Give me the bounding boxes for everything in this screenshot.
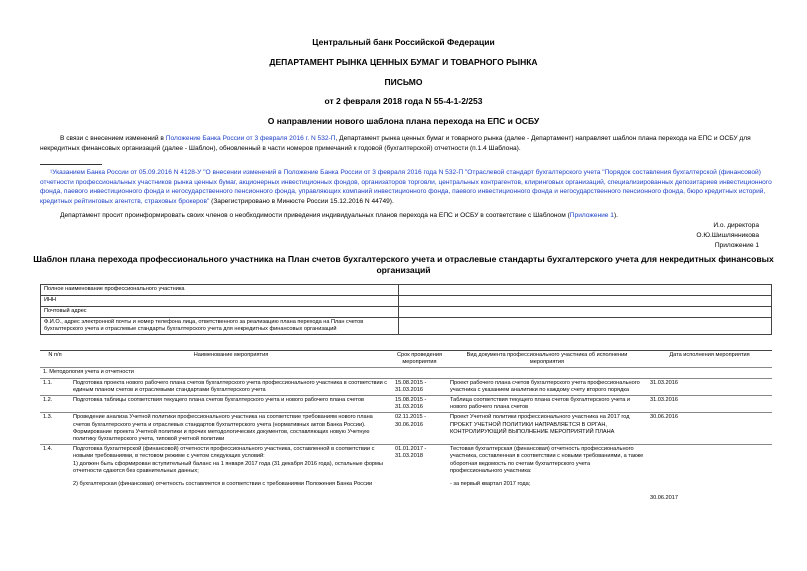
document-type: ПИСЬМО [384, 77, 423, 87]
request-text-pre: Департамент просит проинформировать своих членов о необходимости приведения индивидуальных планов перехода на ЕПС и ОСБУ в соответствие с Шаблоном ( [60, 212, 570, 219]
appendix-link[interactable]: Приложение 1 [569, 212, 614, 219]
info-label: Полное наименование профессионального участника [41, 285, 399, 296]
template-title: Шаблон плана перехода профессионального участника на План счетов бухгалтерского учета и отраслевые стандарты бухгалтерского учета для некредитных финансовых организаций [33, 254, 774, 275]
row-activity-text: Подготовка бухгалтерской (финансовой) отчетности профессионального участника, составленной в соответствии с новыми требованиями, в тестовом режиме с учетом следующих условий: [73, 446, 375, 460]
transition-plan-table [40, 350, 772, 503]
row-number: 1.4. [40, 445, 70, 504]
participant-info-table [40, 284, 772, 335]
info-row [41, 296, 772, 307]
document-subject: О направлении нового шаблона плана перехода на ЕПС и ОСБУ [267, 116, 540, 126]
row-date-text: 30.06.2017 [650, 495, 678, 502]
row-document-text: Проект Учетной политики профессионального участника на 2017 год [450, 414, 630, 421]
paragraph-request [40, 211, 772, 221]
row-number: 1.1. [40, 378, 70, 395]
footnote-separator [40, 164, 102, 165]
info-label: Ф.И.О., адрес электронной почты и номер телефона лица, ответственного за реализацию плана перехода на План счетов бухгалтерского учета и отраслевые стандарты бухгалтерского учета для некредитных финансовых организаций [41, 318, 399, 335]
footnote-registration: (Зарегистрировано в Минюсте России 15.12.2016 N 44749). [209, 197, 394, 205]
row-activity [70, 445, 392, 504]
info-value [399, 285, 772, 296]
row-activity: Подготовка таблицы соответствия текущего плана счетов бухгалтерского учета и нового рабочего плана счетов [70, 396, 392, 413]
info-row [41, 307, 772, 318]
row-number: 1.2. [40, 396, 70, 413]
info-value [399, 296, 772, 307]
request-text-post: ). [613, 212, 618, 219]
info-row [41, 285, 772, 296]
intro-text-pre: В связи с внесением изменений в [60, 135, 166, 142]
row-activity-condition: 2) бухгалтерская (финансовая) отчетность составляется в соответствии с требованиями Положения Банка России [73, 481, 373, 488]
header-activity: Наименование мероприятия [70, 351, 392, 368]
header-term: Срок проведения мероприятия [392, 351, 447, 368]
footnote [40, 168, 772, 206]
row-number: 1.3. [40, 413, 70, 445]
footnote-ordinance-link[interactable]: Указанием Банка России от 05.09.2016 N 4128-У [52, 169, 202, 176]
info-value [399, 307, 772, 318]
header-date: Дата исполнения мероприятия [647, 351, 772, 368]
row-term: 02.11.2015 - 30.06.2016 [392, 413, 447, 445]
row-activity-condition: 1) должен быть сформирован вступительный баланс на 1 января 2017 года (31 декабря 2016 года), остальные формы отчетности сдаются без сравнительных данных; [73, 460, 383, 474]
row-document: Таблица соответствия текущего плана счетов бухгалтерского учета и нового рабочего плана счетов [447, 396, 647, 413]
document-date-number: от 2 февраля 2018 года N 55-4-1-2/253 [324, 96, 483, 106]
signatory-role: И.о. директора [713, 222, 759, 229]
regulation-link[interactable]: Положение Банка России от 3 февраля 2016 г. N 532-П [165, 135, 336, 142]
table-row [40, 413, 772, 445]
intro-text-post: , Департамент рынка ценных бумаг и товарного рынка (далее - Департамент) направляет шаблон плана перехода на ЕПС и ОСБУ для некредитных финансовых организаций (далее - Шаблон), обновленный в части номеров примечаний к годовой (бухгалтерской) отчетности (п.1.4 Шаблона). [40, 135, 751, 152]
row-document [447, 445, 647, 504]
row-document [447, 413, 647, 445]
signatory-name: О.Ю.Шишлянникова [696, 232, 759, 239]
row-date: 31.03.2016 [647, 378, 772, 395]
row-document: Проект рабочего плана счетов бухгалтерского учета профессионального участника с указанием аналитики по каждому счету второго порядка [447, 378, 647, 395]
row-activity: Подготовка проекта нового рабочего плана счетов бухгалтерского учета профессионального участника в соответствии с единым планом счетов и отраслевыми стандартами бухгалтерского учета [70, 378, 392, 395]
row-document-note: - за первый квартал 2017 года; [450, 481, 531, 488]
paragraph-intro [40, 134, 772, 153]
header-document: Вид документа профессионального участника об исполнении мероприятия [447, 351, 647, 368]
info-value [399, 318, 772, 335]
info-row [41, 318, 772, 335]
row-term: 15.08.2015 - 31.03.2016 [392, 396, 447, 413]
row-term: 01.01.2017 - 31.03.2018 [392, 445, 447, 504]
row-date [647, 445, 772, 504]
table-row [40, 445, 772, 504]
appendix-label: Приложение 1 [714, 242, 759, 249]
row-date: 31.03.2016 [647, 396, 772, 413]
footnote-ordinance-title[interactable]: "О внесении изменений в Положение Банка России от 3 февраля 2016 года N 532-П "Отраслевой стандарт бухгалтерского учета "Порядок составления бухгалтерской (финансовой) отчетности профессиональных участников рынка ценных бумаг, акционерных инвестиционных фондов, организаторов торговли, центральных контрагентов, клиринговых организаций, специализированных депозитариев инвестиционного фонда, паевого инвестиционного фонда и негосударственного пенсионного фонда, управляющих компаний инвестиционного фонда, паевого инвестиционного фонда и негосударственного пенсионного фонда, бюро кредитных историй, кредитных рейтинговых агентств, страховых брокеров" [40, 169, 772, 205]
department-name: ДЕПАРТАМЕНТ РЫНКА ЦЕННЫХ БУМАГ И ТОВАРНОГО РЫНКА [269, 57, 538, 67]
row-activity: Проведение анализа Учетной политики профессионального участника на соответствие требованиям нового плана счетов бухгалтерского учета и отраслевых стандартов бухгалтерского учета (нормативных актов Банка России). Формирование проекта Учетной политики и прочих методологических документов, составляющих новую Учетную политику бухгалтерского учета, типовой учетной политики [70, 413, 392, 445]
footnote-mark: ¹ [50, 169, 53, 176]
row-date: 30.06.2016 [647, 413, 772, 445]
section-row [40, 368, 772, 378]
table-row [40, 396, 772, 413]
row-document-note: ПРОЕКТ УЧЕТНОЙ ПОЛИТИКИ НАПРАВЛЯЕТСЯ В ОРГАН, КОНТРОЛИРУЮЩИЙ ВЫПОЛНЕНИЕ МЕРОПРИЯТИЙ ПЛАНА [450, 421, 615, 435]
info-label: ИНН [41, 296, 399, 307]
bank-name: Центральный банк Российской Федерации [312, 37, 495, 47]
row-term: 15.08.2015 - 31.03.2016 [392, 378, 447, 395]
table-row [40, 378, 772, 395]
section-title: 1. Методология учета и отчетности [40, 368, 772, 378]
header-number: N п/п [40, 351, 70, 368]
row-document-text: Тестовая бухгалтерская (финансовая) отчетность профессионального участника, составленная в соответствии с новыми требованиями, а также оборотная ведомость по счетам бухгалтерского учета профессионального участника: [450, 446, 644, 474]
info-label: Почтовый адрес [41, 307, 399, 318]
plan-header-row [40, 351, 772, 368]
